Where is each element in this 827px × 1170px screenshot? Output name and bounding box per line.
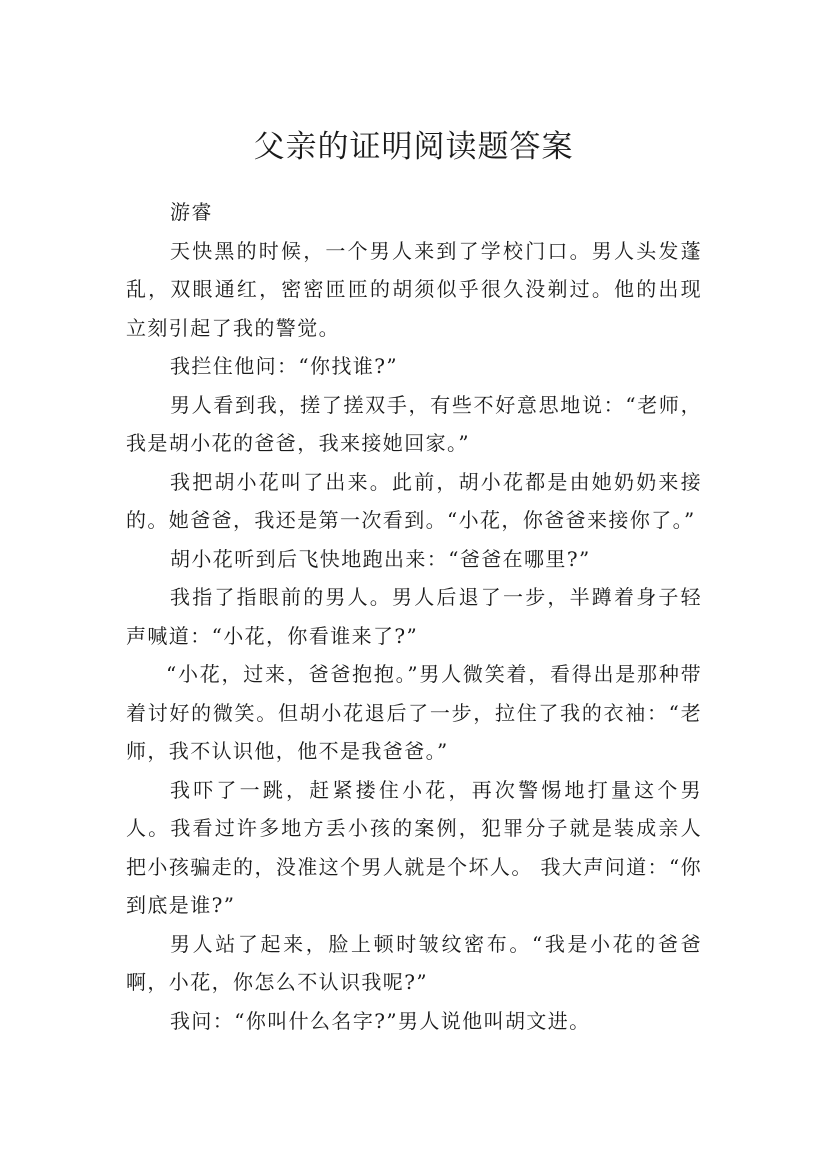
paragraph-8: 我吓了一跳，赶紧搂住小花，再次警惕地打量这个男人。我看过许多地方丢小孩的案例，犯罪分子就是装成亲人把小孩骗走的，没准这个男人就是个坏人。 我大声问道：“你到底是谁?” bbox=[126, 777, 702, 917]
document-title: 父亲的证明阅读题答案 bbox=[253, 128, 574, 165]
paragraph-9: 男人站了起来，脸上顿时皱纹密布。“我是小花的爸爸啊，小花，你怎么不认识我呢?” bbox=[126, 931, 702, 994]
paragraph-3: 男人看到我，搓了搓双手，有些不好意思地说：“老师，我是胡小花的爸爸，我来接她回家。” bbox=[126, 392, 702, 455]
paragraph-10: 我问：“你叫什么名字?”男人说他叫胡文进。 bbox=[170, 1008, 591, 1033]
paragraph-7: “小花，过来，爸爸抱抱。”男人微笑着，看得出是那种带着讨好的微笑。但胡小花退后了一步，拉住了我的衣袖：“老师，我不认识他，他不是我爸爸。” bbox=[126, 662, 702, 763]
paragraph-6: 我指了指眼前的男人。男人后退了一步，半蹲着身子轻声喊道：“小花，你看谁来了?” bbox=[126, 585, 702, 648]
author-line: 游睿 bbox=[170, 200, 213, 224]
paragraph-4: 我把胡小花叫了出来。此前，胡小花都是由她奶奶来接的。她爸爸，我还是第一次看到。“小花，你爸爸来接你了。” bbox=[126, 469, 702, 532]
document-body bbox=[126, 193, 702, 1040]
paragraph-2: 我拦住他问：“你找谁?” bbox=[170, 354, 398, 378]
paragraph-5: 胡小花听到后飞快地跑出来：“爸爸在哪里?” bbox=[170, 546, 591, 571]
paragraph-1: 天快黑的时候，一个男人来到了学校门口。男人头发蓬乱，双眼通红，密密匝匝的胡须似乎很久没剃过。他的出现立刻引起了我的警觉。 bbox=[126, 238, 702, 340]
